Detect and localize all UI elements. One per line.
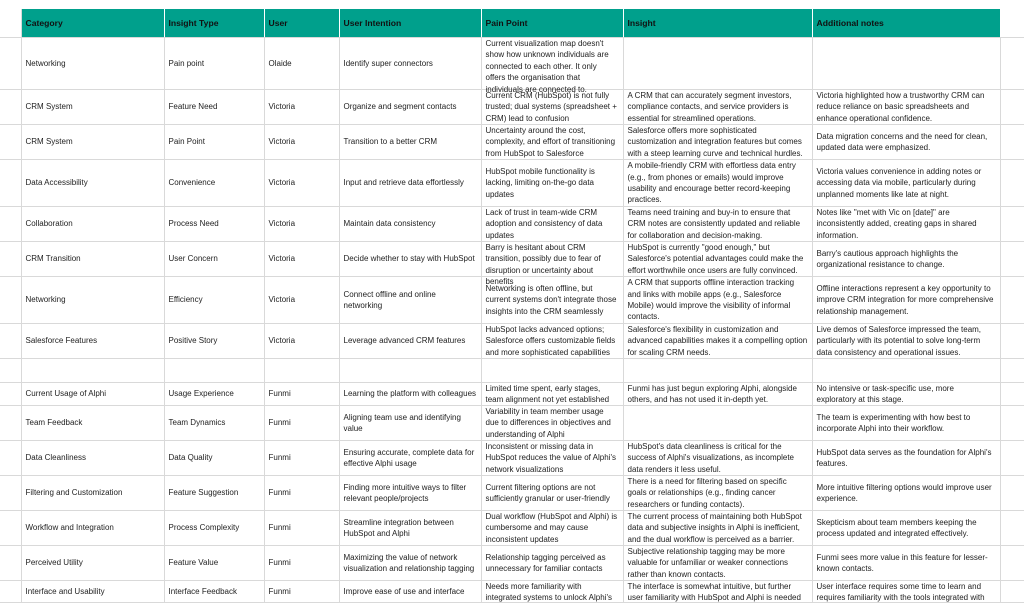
cell-text: Victoria highlighted how a trustworthy CRM can reduce reliance on basic spreadsheets and enhance operational confidence. — [816, 91, 985, 123]
user-intention-cell[interactable] — [339, 476, 481, 511]
cell-text: Feature Value — [168, 558, 219, 568]
cell-text: Lack of trust in team-wide CRM adoption and consistency of data updates — [485, 208, 603, 240]
empty-cell[interactable] — [1000, 546, 1024, 581]
pain-point-cell[interactable] — [481, 125, 623, 160]
cell-text: Team Feedback — [25, 418, 83, 428]
insight-type-cell[interactable] — [164, 38, 264, 90]
pain-point-cell[interactable] — [481, 160, 623, 207]
table-row — [0, 441, 1024, 476]
cell-text: Networking — [25, 295, 66, 305]
row-gutter — [0, 383, 21, 406]
row-gutter — [0, 277, 21, 324]
header-additional-notes[interactable]: Additional notes — [812, 9, 1000, 38]
cell-text: Victoria — [268, 137, 296, 147]
category-cell[interactable] — [21, 441, 164, 476]
table-row — [0, 277, 1024, 324]
cell-text: A CRM that can accurately segment investors, compliance contacts, and service providers is essential for streamlined operations. — [627, 91, 792, 123]
category-cell[interactable] — [21, 125, 164, 160]
user-intention-cell[interactable] — [339, 383, 481, 406]
insight-type-cell[interactable] — [164, 277, 264, 324]
insight-cell[interactable] — [623, 441, 812, 476]
cell-text: Current Usage of Alphi — [25, 389, 106, 399]
cell-text: Subjective relationship tagging may be more valuable for unfamiliar or weaker connections rather than known contacts. — [627, 547, 789, 579]
category-cell[interactable] — [21, 581, 164, 603]
header-user[interactable]: User — [264, 9, 339, 38]
cell-text: A CRM that supports offline interaction tracking and links with mobile apps (e.g., Salesforce Mobile) would improve the visibility of informal contacts. — [627, 278, 795, 322]
category-cell[interactable] — [21, 359, 164, 383]
insight-cell[interactable] — [623, 242, 812, 277]
table-row — [0, 581, 1024, 603]
cell-text: Variability in team member usage due to differences in objectives and understanding of Alphi — [485, 407, 611, 439]
cell-text: Leverage advanced CRM features — [343, 336, 466, 346]
empty-cell[interactable] — [1000, 476, 1024, 511]
cell-text: Team Dynamics — [168, 418, 226, 428]
cell-text: Salesforce Features — [25, 336, 98, 346]
insight-type-cell[interactable] — [164, 125, 264, 160]
cell-text: Olaide — [268, 58, 292, 68]
insight-cell[interactable] — [623, 546, 812, 581]
cell-text: Funmi — [268, 488, 291, 498]
category-cell[interactable] — [21, 511, 164, 546]
table-body — [0, 38, 1024, 603]
cell-text: Transition to a better CRM — [343, 137, 438, 147]
empty-cell[interactable] — [1000, 324, 1024, 359]
row-gutter — [0, 546, 21, 581]
user-intention-cell[interactable] — [339, 581, 481, 603]
cell-text: Victoria — [268, 178, 296, 188]
user-intention-cell[interactable] — [339, 511, 481, 546]
row-gutter — [0, 242, 21, 277]
empty-cell[interactable] — [1000, 160, 1024, 207]
empty-cell[interactable] — [1000, 90, 1024, 125]
insight-type-cell[interactable] — [164, 160, 264, 207]
pain-point-cell[interactable] — [481, 406, 623, 441]
table-row — [0, 207, 1024, 242]
user-intention-cell[interactable] — [339, 160, 481, 207]
user-cell[interactable] — [264, 242, 339, 277]
insight-type-cell[interactable] — [164, 90, 264, 125]
empty-cell[interactable] — [1000, 242, 1024, 277]
cell-text: Inconsistent or missing data in HubSpot reduces the value of Alphi's network visualizations — [485, 442, 616, 474]
table-row — [0, 90, 1024, 125]
header-category[interactable]: Category — [21, 9, 164, 38]
empty-cell[interactable] — [1000, 207, 1024, 242]
cell-text: Offline interactions represent a key opportunity to improve CRM integration for more comprehensive relationship management. — [816, 283, 994, 316]
pain-point-cell[interactable] — [481, 207, 623, 242]
cell-text: Workflow and Integration — [25, 523, 114, 533]
cell-text: Feature Need — [168, 102, 218, 112]
cell-text: Identify super connectors — [343, 58, 433, 68]
notes-cell[interactable] — [812, 277, 1000, 324]
cell-text: Data migration concerns and the need for clean, updated data were emphasized. — [816, 131, 988, 152]
empty-header-cell — [1000, 9, 1024, 38]
cell-text: More intuitive filtering options would improve user experience. — [816, 482, 992, 503]
pain-point-cell[interactable] — [481, 277, 623, 324]
insight-type-cell[interactable] — [164, 546, 264, 581]
row-gutter — [0, 125, 21, 160]
insight-cell[interactable] — [623, 511, 812, 546]
row-gutter — [0, 324, 21, 359]
table-row — [0, 383, 1024, 406]
cell-text: Process Complexity — [168, 523, 240, 533]
notes-cell[interactable] — [812, 242, 1000, 277]
insight-cell[interactable] — [623, 90, 812, 125]
insight-type-cell[interactable] — [164, 359, 264, 383]
empty-cell[interactable] — [1000, 277, 1024, 324]
insight-cell[interactable] — [623, 38, 812, 90]
cell-text: Maximizing the value of network visualization and relationship tagging — [343, 552, 475, 573]
table-row — [0, 160, 1024, 207]
user-cell[interactable] — [264, 277, 339, 324]
insight-type-cell[interactable] — [164, 581, 264, 603]
cell-text: Victoria — [268, 254, 296, 264]
category-cell[interactable] — [21, 90, 164, 125]
insight-type-cell[interactable] — [164, 324, 264, 359]
table-row — [0, 406, 1024, 441]
cell-text: Decide whether to stay with HubSpot — [343, 254, 475, 264]
row-gutter — [0, 359, 21, 383]
cell-text: Funmi sees more value in this feature for lesser-known contacts. — [816, 552, 988, 573]
cell-text: Notes like "met with Vic on [date]" are inconsistently added, creating gaps in shared information. — [816, 208, 977, 240]
pain-point-cell[interactable] — [481, 359, 623, 383]
row-gutter — [0, 90, 21, 125]
cell-text: Data Quality — [168, 453, 213, 463]
cell-text: Networking — [25, 58, 66, 68]
cell-text: Victoria — [268, 102, 296, 112]
user-intention-cell[interactable] — [339, 38, 481, 90]
user-cell[interactable] — [264, 359, 339, 383]
cell-text: Aligning team use and identifying value — [343, 412, 461, 433]
insight-cell[interactable] — [623, 359, 812, 383]
row-gutter — [0, 406, 21, 441]
insight-cell[interactable] — [623, 383, 812, 406]
table-row — [0, 476, 1024, 511]
insight-type-cell[interactable] — [164, 383, 264, 406]
insight-cell[interactable] — [623, 581, 812, 603]
cell-text: CRM System — [25, 102, 73, 112]
cell-text: Victoria — [268, 336, 296, 346]
pain-point-cell[interactable] — [481, 383, 623, 406]
cell-text: Teams need training and buy-in to ensure that CRM notes are consistently updated and reliable for collaboration and decision-making. — [627, 208, 801, 240]
pain-point-cell[interactable] — [481, 441, 623, 476]
notes-cell[interactable] — [812, 476, 1000, 511]
insight-cell[interactable] — [623, 125, 812, 160]
notes-cell[interactable] — [812, 383, 1000, 406]
notes-cell[interactable] — [812, 125, 1000, 160]
cell-text: Input and retrieve data effortlessly — [343, 178, 464, 188]
cell-text: Pain Point — [168, 137, 205, 147]
cell-text: Salesforce's flexibility in customization and advanced capabilities makes it a compelling option for scaling CRM needs. — [627, 325, 808, 357]
cell-text: Victoria — [268, 295, 296, 305]
cell-text: The current process of maintaining both HubSpot data and subjective insights in Alphi is inefficient, and the dual workflow is perceived as a barrier. — [627, 512, 802, 544]
empty-cell[interactable] — [1000, 359, 1024, 383]
notes-cell[interactable] — [812, 38, 1000, 90]
user-intention-cell[interactable] — [339, 277, 481, 324]
user-cell[interactable] — [264, 546, 339, 581]
insight-type-cell[interactable] — [164, 476, 264, 511]
cell-text: Current visualization map doesn't show how unknown individuals are connected to each other. It only offers the organisation that individuals are connected to. — [485, 39, 609, 94]
cell-text: Collaboration — [25, 219, 73, 229]
user-cell[interactable] — [264, 511, 339, 546]
row-gutter-header — [0, 9, 21, 38]
row-gutter — [0, 207, 21, 242]
cell-text: HubSpot lacks advanced options; Salesforce offers customizable fields and more sophisticated capabilities — [485, 325, 616, 357]
cell-text: Funmi — [268, 418, 291, 428]
category-cell[interactable] — [21, 406, 164, 441]
cell-text: Victoria values convenience in adding notes or accessing data via mobile, particularly during unplanned moments like late at night. — [816, 166, 982, 199]
empty-cell[interactable] — [1000, 581, 1024, 603]
cell-text: User Concern — [168, 254, 218, 264]
cell-text: Dual workflow (HubSpot and Alphi) is cumbersome and may cause inconsistent updates — [485, 512, 618, 544]
insight-type-cell[interactable] — [164, 406, 264, 441]
cell-text: HubSpot is currently "good enough," but Salesforce's potential advantages could make the effort worthwhile once users are fully convinced. — [627, 243, 804, 275]
user-intention-cell[interactable] — [339, 207, 481, 242]
insights-table — [0, 9, 1024, 603]
cell-text: Convenience — [168, 178, 216, 188]
table-row — [0, 324, 1024, 359]
empty-cell[interactable] — [1000, 406, 1024, 441]
notes-cell[interactable] — [812, 581, 1000, 603]
cell-text: A mobile-friendly CRM with effortless data entry (e.g., from phones or emails) would improve usability and encourage better record-keeping practices. — [627, 161, 796, 205]
cell-text: The interface is somewhat intuitive, but further user familiarity with HubSpot and Alphi is needed — [627, 582, 801, 603]
notes-cell[interactable] — [812, 546, 1000, 581]
cell-text: Data Accessibility — [25, 178, 88, 188]
empty-cell[interactable] — [1000, 125, 1024, 160]
user-cell[interactable] — [264, 383, 339, 406]
row-gutter — [0, 581, 21, 603]
user-cell[interactable] — [264, 125, 339, 160]
cell-text: Interface Feedback — [168, 586, 237, 596]
insight-cell[interactable] — [623, 207, 812, 242]
user-intention-cell[interactable] — [339, 242, 481, 277]
category-cell[interactable] — [21, 207, 164, 242]
cell-text: Funmi — [268, 453, 291, 463]
insight-cell[interactable] — [623, 160, 812, 207]
cell-text: Barry's cautious approach highlights the organizational resistance to change. — [816, 248, 959, 269]
cell-text: HubSpot's data cleanliness is critical for the success of Alphi's visualizations, as incomplete data renders it less useful. — [627, 442, 794, 474]
cell-text: Learning the platform with colleagues — [343, 389, 477, 399]
table-row — [0, 125, 1024, 160]
user-intention-cell[interactable] — [339, 441, 481, 476]
cell-text: CRM System — [25, 137, 73, 147]
category-cell[interactable] — [21, 160, 164, 207]
notes-cell[interactable] — [812, 359, 1000, 383]
empty-cell[interactable] — [1000, 441, 1024, 476]
cell-text: Filtering and Customization — [25, 488, 123, 498]
notes-cell[interactable] — [812, 324, 1000, 359]
insight-type-cell[interactable] — [164, 511, 264, 546]
table-row — [0, 359, 1024, 383]
notes-cell[interactable] — [812, 90, 1000, 125]
cell-text: Pain point — [168, 58, 205, 68]
row-gutter — [0, 511, 21, 546]
cell-text: User interface requires some time to learn and requires familiarity with the tools integrated with — [816, 582, 985, 603]
cell-text: Improve ease of use and interface — [343, 586, 465, 596]
cell-text: Efficiency — [168, 295, 203, 305]
pain-point-cell[interactable] — [481, 511, 623, 546]
user-cell[interactable] — [264, 207, 339, 242]
pain-point-cell[interactable] — [481, 581, 623, 603]
user-cell[interactable] — [264, 476, 339, 511]
cell-text: Relationship tagging perceived as unnecessary for familiar contacts — [485, 552, 606, 573]
table-row — [0, 242, 1024, 277]
notes-cell[interactable] — [812, 511, 1000, 546]
pain-point-cell[interactable] — [481, 546, 623, 581]
category-cell[interactable] — [21, 383, 164, 406]
insight-cell[interactable] — [623, 277, 812, 324]
insight-type-cell[interactable] — [164, 441, 264, 476]
row-gutter — [0, 476, 21, 511]
cell-text: There is a need for filtering based on specific goals or relationships (e.g., finding cancer researchers or funding contacts). — [627, 477, 787, 509]
header-row — [0, 9, 1024, 38]
header-insight[interactable]: Insight — [623, 9, 812, 38]
cell-text: Uncertainty around the cost, complexity, and effort of transitioning from HubSpot to Salesforce — [485, 126, 616, 158]
cell-text: Current CRM (HubSpot) is not fully trusted; dual systems (spreadsheet + CRM) lead to confusion — [485, 91, 617, 123]
cell-text: HubSpot mobile functionality is lacking, limiting on-the-go data updates — [485, 166, 595, 199]
cell-text: Funmi has just begun exploring Alphi, alongside others, and has not used it in-depth yet. — [627, 384, 797, 405]
pain-point-cell[interactable] — [481, 476, 623, 511]
pain-point-cell[interactable] — [481, 242, 623, 287]
user-intention-cell[interactable] — [339, 90, 481, 125]
user-cell[interactable] — [264, 406, 339, 441]
cell-text: Streamline integration between HubSpot and Alphi — [343, 517, 454, 538]
pain-point-cell[interactable] — [481, 90, 623, 125]
pain-point-cell[interactable] — [481, 38, 623, 94]
empty-cell[interactable] — [1000, 383, 1024, 406]
cell-text: Funmi — [268, 558, 291, 568]
user-cell[interactable] — [264, 38, 339, 90]
cell-text: Limited time spent, early stages, team alignment not yet established — [485, 384, 610, 405]
cell-text: Funmi — [268, 523, 291, 533]
cell-text: Skepticism about team members keeping the process updated and integrated effectively. — [816, 517, 977, 538]
row-gutter — [0, 441, 21, 476]
cell-text: Finding more intuitive ways to filter relevant people/projects — [343, 482, 467, 503]
category-cell[interactable] — [21, 546, 164, 581]
cell-text: Usage Experience — [168, 389, 234, 399]
notes-cell[interactable] — [812, 406, 1000, 441]
table-row — [0, 38, 1024, 90]
row-gutter — [0, 160, 21, 207]
cell-text: Connect offline and online networking — [343, 289, 436, 310]
category-cell[interactable] — [21, 324, 164, 359]
notes-cell[interactable] — [812, 207, 1000, 242]
insight-cell[interactable] — [623, 476, 812, 511]
user-cell[interactable] — [264, 324, 339, 359]
empty-cell[interactable] — [1000, 511, 1024, 546]
category-cell[interactable] — [21, 476, 164, 511]
insight-cell[interactable] — [623, 406, 812, 441]
row-gutter — [0, 38, 21, 90]
cell-text: Needs more familiarity with integrated systems to unlock Alphi's — [485, 582, 612, 603]
cell-text: Live demos of Salesforce impressed the team, particularly with its potential to solve long-term data consistency and operational issues. — [816, 325, 982, 357]
category-cell[interactable] — [21, 38, 164, 90]
user-cell[interactable] — [264, 441, 339, 476]
insight-type-cell[interactable] — [164, 207, 264, 242]
cell-text: Ensuring accurate, complete data for effective Alphi usage — [343, 447, 475, 468]
cell-text: HubSpot data serves as the foundation for Alphi's features. — [816, 447, 992, 468]
table-row — [0, 546, 1024, 581]
cell-text: Data Cleanliness — [25, 453, 86, 463]
header-insight-type[interactable]: Insight Type — [164, 9, 264, 38]
insight-type-cell[interactable] — [164, 242, 264, 277]
cell-text: Maintain data consistency — [343, 219, 436, 229]
cell-text: Organize and segment contacts — [343, 102, 457, 112]
user-cell[interactable] — [264, 90, 339, 125]
cell-text: Barry is hesitant about CRM transition, possibly due to fear of disruption or uncertainty about benefits — [485, 243, 601, 287]
cell-text: The team is experimenting with how best to incorporate Alphi into their workflow. — [816, 412, 971, 433]
cell-text: No intensive or task-specific use, more exploratory at this stage. — [816, 384, 954, 405]
user-intention-cell[interactable] — [339, 546, 481, 581]
cell-text: CRM Transition — [25, 254, 81, 264]
insight-cell[interactable] — [623, 324, 812, 359]
user-intention-cell[interactable] — [339, 359, 481, 383]
user-intention-cell[interactable] — [339, 406, 481, 441]
cell-text: Funmi — [268, 586, 291, 596]
notes-cell[interactable] — [812, 160, 1000, 207]
cell-text: Victoria — [268, 219, 296, 229]
cell-text: Funmi — [268, 389, 291, 399]
cell-text: Networking is often offline, but current systems don't integrate those insights into the CRM seamlessly — [485, 283, 617, 316]
cell-text: Current filtering options are not sufficiently granular or user-friendly — [485, 482, 610, 503]
cell-text: Perceived Utility — [25, 558, 83, 568]
cell-text: Positive Story — [168, 336, 218, 346]
table-row — [0, 511, 1024, 546]
cell-text: Salesforce offers more sophisticated customization and integration features but comes with a steep learning curve and technical hurdles. — [627, 126, 803, 158]
cell-text: Interface and Usability — [25, 586, 105, 596]
notes-cell[interactable] — [812, 441, 1000, 476]
cell-text: Feature Suggestion — [168, 488, 239, 498]
header-pain-point[interactable]: Pain Point — [481, 9, 623, 38]
header-user-intention[interactable]: User Intention — [339, 9, 481, 38]
empty-cell[interactable] — [1000, 38, 1024, 90]
cell-text: Process Need — [168, 219, 219, 229]
pain-point-cell[interactable] — [481, 324, 623, 359]
user-intention-cell[interactable] — [339, 125, 481, 160]
category-cell[interactable] — [21, 277, 164, 324]
user-cell[interactable] — [264, 160, 339, 207]
category-cell[interactable] — [21, 242, 164, 277]
user-intention-cell[interactable] — [339, 324, 481, 359]
user-cell[interactable] — [264, 581, 339, 603]
